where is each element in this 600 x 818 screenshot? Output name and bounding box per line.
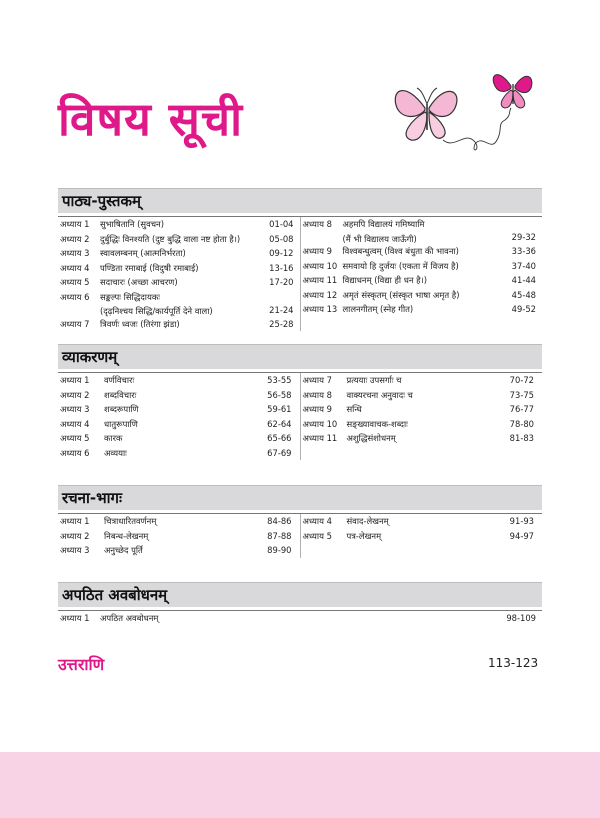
list-item: अध्याय 1 वर्णविचारः 53-55 (60, 375, 292, 385)
large-butterfly-icon (395, 88, 457, 140)
section-heading: पाठ्य-पुस्तकम् (58, 188, 542, 213)
section-heading: रचना-भागः (58, 485, 542, 510)
list-item: अध्याय 1 अपठित अवबोधनम् 98-109 (60, 613, 536, 623)
list-item: अध्याय 11 अशुद्धिसंशोधनम् 81-83 (302, 433, 534, 443)
list-item: अध्याय 6 सङ्कल्पः सिद्धिदायकः (दृढ़निश्चय सिद्धि/कार्यपूर्ति देने वाला) 21-24 (60, 291, 294, 316)
list-item: अध्याय 3 शब्दरूपाणि 59-61 (60, 404, 292, 414)
list-item: अध्याय 1 सुभाषितानि (सुवचन) 01-04 (60, 219, 294, 229)
list-item: अध्याय 10 सङ्ख्यावाचक-शब्दाः 78-80 (302, 418, 534, 429)
list-item: अध्याय 3 स्वावलम्बनम् (आत्मनिर्भरता) 09-12 (60, 248, 294, 258)
list-item: अध्याय 5 कारक 65-66 (60, 433, 292, 443)
list-item: अध्याय 9 सन्धि 76-77 (302, 404, 534, 414)
answers-label: उत्तराणि (58, 655, 105, 674)
list-item: अध्याय 6 अव्ययाः 67-69 (60, 447, 292, 458)
section-composition (58, 485, 542, 558)
grammar-right-column (301, 373, 543, 460)
list-item: अध्याय 4 संवाद-लेखनम् 91-93 (302, 516, 534, 526)
page-title: विषय सूची (58, 92, 243, 146)
grammar-left-column (58, 373, 301, 460)
footer-band (0, 752, 600, 818)
section-textbook (58, 188, 542, 331)
small-butterfly-icon (493, 75, 532, 108)
list-item: अध्याय 11 विद्याधनम् (विद्या ही धन है।) 41-44 (302, 275, 536, 285)
list-item: अध्याय 10 समवायो हि दुर्जयः (एकता में विजय है) 37-40 (302, 260, 536, 271)
list-item: अध्याय 2 निबन्ध-लेखनम् 87-88 (60, 530, 292, 541)
section-unseen-comprehension (58, 582, 542, 626)
list-item: अध्याय 2 शब्दविचारः 56-58 (60, 389, 292, 400)
butterfly-illustration (385, 60, 545, 160)
list-item: अध्याय 12 अमृतं संस्कृतम् (संस्कृत भाषा अमृत है) 45-48 (302, 289, 536, 300)
list-item: अध्याय 4 पण्डिता रमाबाई (विदुषी रमाबाई) 13-16 (60, 262, 294, 273)
list-item: अध्याय 8 अहमपि विद्यालयं गमिष्यामि (मैं भी विद्यालय जाऊँगी) 29-32 (302, 219, 536, 244)
composition-right-column (301, 514, 543, 558)
section-heading: व्याकरणम् (58, 344, 542, 369)
section-grammar (58, 344, 542, 460)
list-item: अध्याय 1 चित्राधारितवर्णनम् 84-86 (60, 516, 292, 526)
textbook-left-column (58, 217, 301, 331)
flight-path-line (443, 108, 511, 150)
list-item: अध्याय 2 दुर्बुद्धिः विनश्यति (दुष्ट बुद्धि वाला नष्ट होता है।) 05-08 (60, 233, 294, 244)
section-heading: अपठित अवबोधनम् (58, 582, 542, 607)
list-item: अध्याय 8 वाक्यरचना अनुवादः च 73-75 (302, 389, 534, 400)
list-item: अध्याय 5 पत्र-लेखनम् 94-97 (302, 530, 534, 541)
list-item: अध्याय 13 लालनगीतम् (स्नेह गीत) 49-52 (302, 304, 536, 314)
list-item: अध्याय 7 प्रत्ययाः उपसर्गाः च 70-72 (302, 375, 534, 385)
list-item: अध्याय 7 त्रिवर्णः ध्वजः (तिरंगा झंडा) 25-28 (60, 318, 294, 329)
list-item: अध्याय 3 अनुच्छेद पूर्ति 89-90 (60, 545, 292, 555)
list-item: अध्याय 4 धातुरूपाणि 62-64 (60, 418, 292, 429)
answers-pages: 113-123 (488, 656, 539, 670)
list-item: अध्याय 5 सदाचारः (अच्छा आचरण) 17-20 (60, 277, 294, 287)
list-item: अध्याय 9 विश्वबन्धुत्वम् (विश्व बंधुता की भावना) 33-36 (302, 246, 536, 256)
composition-left-column (58, 514, 301, 558)
textbook-right-column (301, 217, 543, 331)
